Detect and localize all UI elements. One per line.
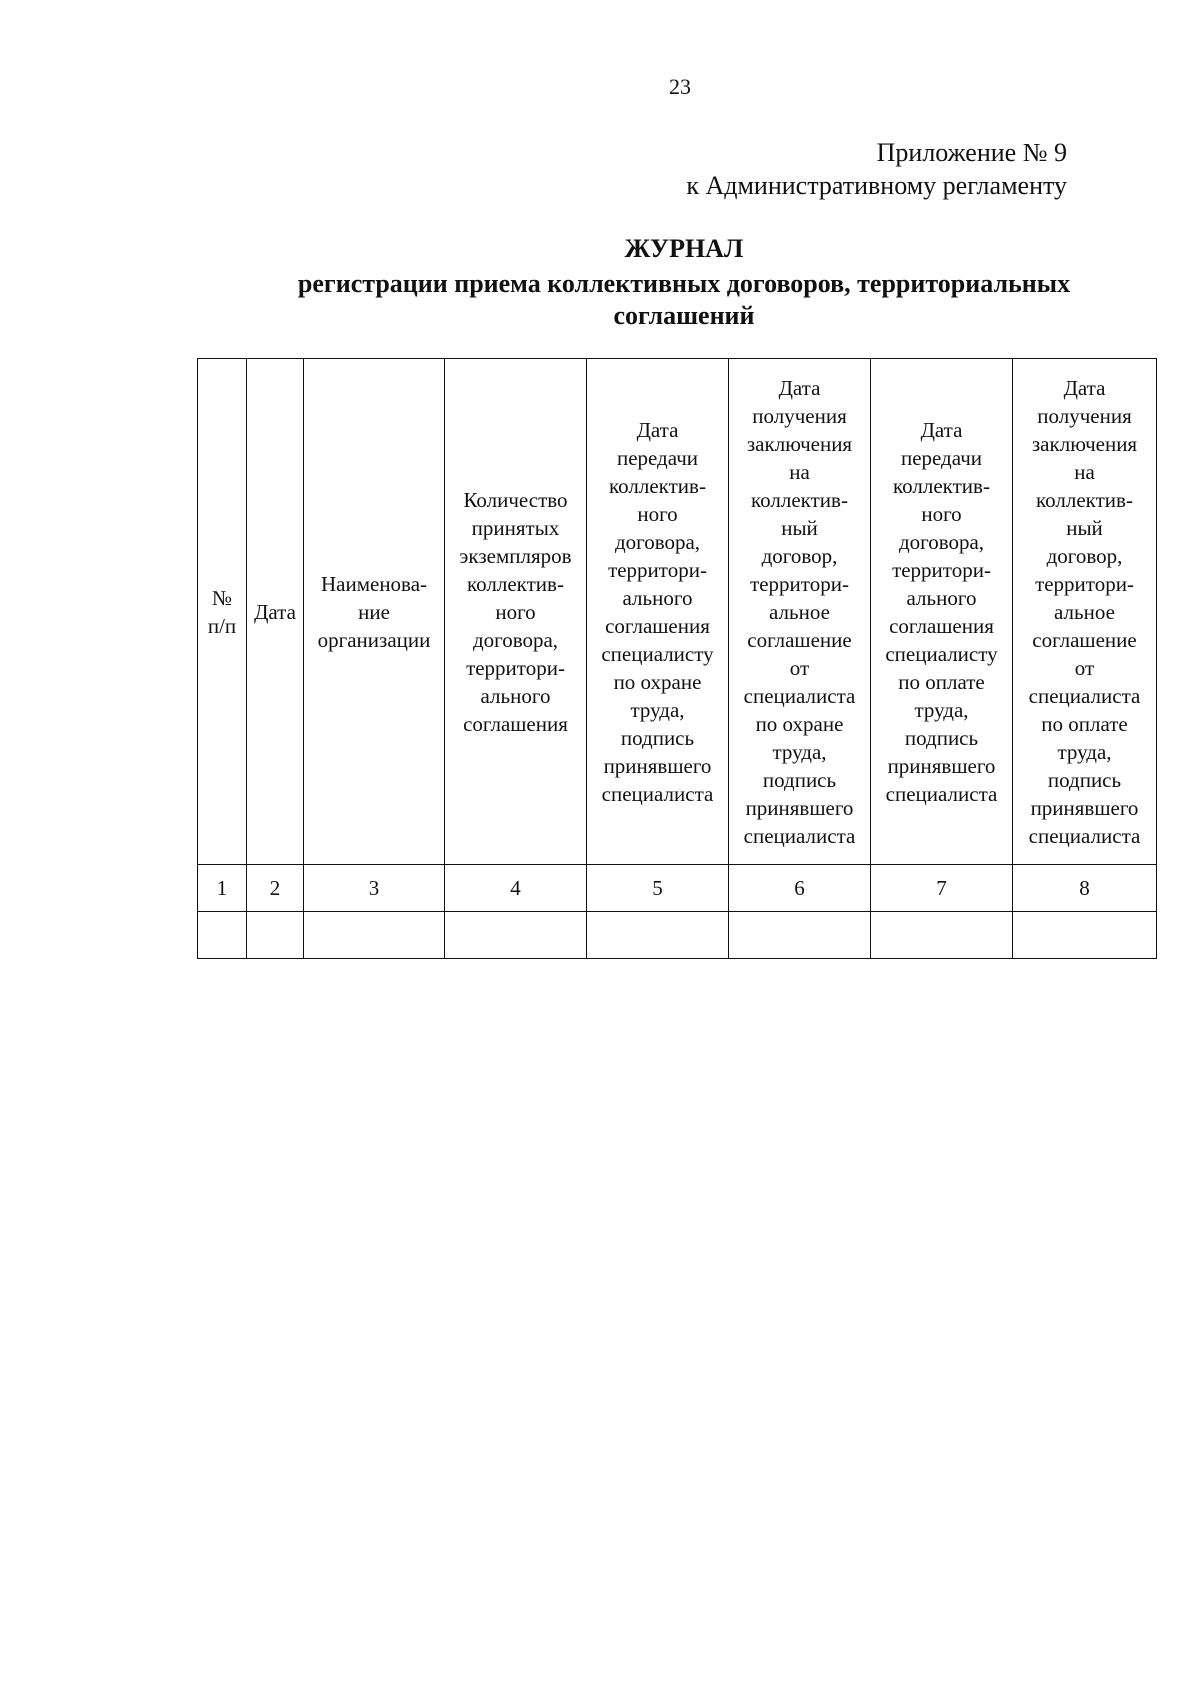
column-header-line: передачи (616, 445, 699, 470)
column-header-line: подпись (620, 725, 695, 750)
column-header-6 (729, 359, 871, 865)
column-header-line: коллектив- (467, 571, 564, 596)
column-header-line: специалиста (1028, 823, 1141, 848)
column-header-line: заключения (1031, 431, 1138, 456)
column-header-line: подпись (1047, 767, 1122, 792)
column-header-line: соглашения (889, 613, 994, 638)
column-header-line: коллектив- (893, 473, 990, 498)
subtitle-line-1: регистрации приема коллективных договоров, территориальных (297, 269, 1071, 298)
column-header-line: соглашение (1032, 627, 1137, 652)
column-number-6: 6 (729, 865, 871, 912)
column-header-line: специалисту (601, 641, 714, 666)
column-header-line: на (789, 459, 810, 484)
column-header-line: получения (752, 403, 847, 428)
column-header-line: Дата (778, 375, 821, 400)
empty-entry-row (198, 912, 1157, 959)
column-header-line: Дата (636, 417, 679, 442)
column-header-line: по оплате (1041, 711, 1128, 736)
column-header-line: принявшего (887, 753, 996, 778)
column-header-line: принявшего (603, 753, 712, 778)
column-header-line: коллектив- (1036, 487, 1133, 512)
column-header-line: специалиста (601, 781, 714, 806)
column-header-line: по оплате (898, 669, 985, 694)
column-number-8: 8 (1013, 865, 1157, 912)
empty-cell (729, 912, 871, 959)
registration-journal-table (197, 358, 1157, 959)
column-header-line: территори- (892, 557, 991, 582)
column-header-line: по охране (755, 711, 844, 736)
column-header-8 (1013, 359, 1157, 865)
empty-cell (445, 912, 587, 959)
column-header-line: территори- (750, 571, 849, 596)
column-header-line: Наименова- (320, 571, 428, 596)
column-header-line: от (789, 655, 810, 680)
column-header-line: экземпляров (459, 543, 572, 568)
empty-cell (587, 912, 729, 959)
column-header-line: альное (1054, 599, 1115, 624)
column-header-line: ный (781, 515, 818, 540)
column-header-line: ного (637, 501, 678, 526)
column-header-line: п/п (207, 613, 237, 638)
column-header-line: ального (622, 585, 693, 610)
column-header-line: специалиста (743, 683, 856, 708)
empty-cell (1013, 912, 1157, 959)
column-header-line: договор, (761, 543, 838, 568)
column-header-line: специалиста (885, 781, 998, 806)
column-header-line: заключения (746, 431, 853, 456)
column-header-line: труда, (630, 697, 685, 722)
column-header-line: Количество (463, 487, 568, 512)
column-header-2 (247, 359, 304, 865)
column-header-line: договора, (472, 627, 559, 652)
column-header-line: Дата (1063, 375, 1106, 400)
column-header-line: труда, (1057, 739, 1112, 764)
column-header-line: специалиста (1028, 683, 1141, 708)
column-header-line: ального (480, 683, 551, 708)
empty-cell (247, 912, 304, 959)
column-header-7 (871, 359, 1013, 865)
column-header-line: территори- (1035, 571, 1134, 596)
column-header-line: ние (358, 599, 390, 624)
document-title: ЖУРНАЛ (624, 234, 744, 263)
column-header-line: от (1074, 655, 1095, 680)
table-header-row (198, 359, 1157, 865)
column-number-4: 4 (445, 865, 587, 912)
column-numbers-row (198, 865, 1157, 912)
column-header-line: договора, (614, 529, 701, 554)
column-header-line: принявшего (1030, 795, 1139, 820)
column-header-line: ального (906, 585, 977, 610)
column-header-line: соглашение (747, 627, 852, 652)
annex-line-2: к Административному регламенту (686, 171, 1067, 200)
column-header-1 (198, 359, 247, 865)
column-number-1: 1 (198, 865, 247, 912)
column-header-line: труда, (914, 697, 969, 722)
column-header-line: труда, (772, 739, 827, 764)
column-header-line: ный (1066, 515, 1103, 540)
column-header-line: коллектив- (609, 473, 706, 498)
column-header-4 (445, 359, 587, 865)
column-header-line: соглашения (605, 613, 710, 638)
column-header-line: подпись (762, 767, 837, 792)
column-header-line: принявшего (745, 795, 854, 820)
column-header-line: Дата (920, 417, 963, 442)
column-header-line: территори- (466, 655, 565, 680)
column-header-line: № (211, 585, 233, 610)
column-header-line: договор, (1046, 543, 1123, 568)
column-header-line: ного (495, 599, 536, 624)
column-number-7: 7 (871, 865, 1013, 912)
column-header-line: ного (921, 501, 962, 526)
column-header-line: коллектив- (751, 487, 848, 512)
empty-cell (871, 912, 1013, 959)
column-header-line: получения (1037, 403, 1132, 428)
document-subtitle (0, 268, 1200, 332)
column-header-3 (304, 359, 445, 865)
column-header-line: на (1074, 459, 1095, 484)
column-header-line: договора, (898, 529, 985, 554)
column-number-3: 3 (304, 865, 445, 912)
column-header-line: соглашения (463, 711, 568, 736)
column-number-5: 5 (587, 865, 729, 912)
empty-cell (198, 912, 247, 959)
column-header-line: альное (769, 599, 830, 624)
page-number: 23 (669, 74, 691, 99)
column-header-line: передачи (900, 445, 983, 470)
annex-line-1: Приложение № 9 (876, 138, 1067, 167)
column-header-line: специалисту (885, 641, 998, 666)
column-header-line: принятых (471, 515, 560, 540)
column-header-line: территори- (608, 557, 707, 582)
column-header-line: Дата (254, 599, 296, 624)
column-header-line: специалиста (743, 823, 856, 848)
empty-cell (304, 912, 445, 959)
column-header-line: по охране (613, 669, 702, 694)
annex-reference (686, 136, 1067, 202)
column-header-5 (587, 359, 729, 865)
column-header-line: подпись (904, 725, 979, 750)
column-header-line: организации (317, 627, 431, 652)
column-number-2: 2 (247, 865, 304, 912)
subtitle-line-2: соглашений (613, 301, 755, 330)
